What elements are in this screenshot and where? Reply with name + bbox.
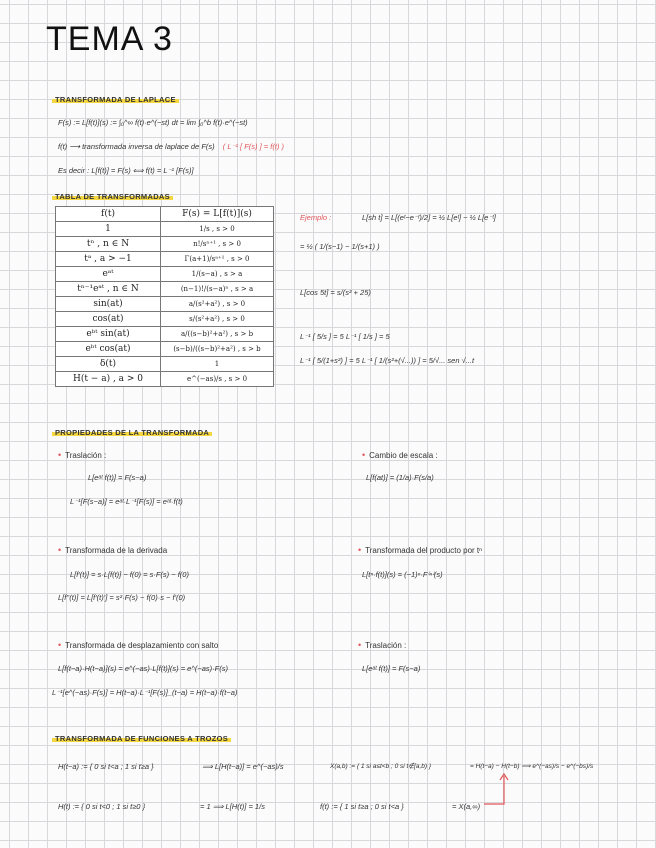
section-heading-properties: PROPIEDADES DE LA TRANSFORMADA [52,428,212,437]
prop-desplazamiento-label [58,640,218,650]
prop-escala-label-text: Cambio de escala : [369,451,438,460]
laplace-definition: F(s) := L[f(t)](s) := ∫₀^∞ f(t)·e^(−st) dt = lim ∫₀^b f(t)·e^(−st) [58,118,248,127]
inverse-definition-text: f(t) ⟶ transformada inversa de laplace de F(s) [58,142,215,151]
example-line-1: L[sh t] = L[(eᵗ−e⁻ᵗ)/2] = ½ L[eᵗ] − ½ L[e⁻ᵗ] [362,213,496,222]
bullet-icon: • [58,640,62,650]
section-heading-functions: TRANSFORMADA DE FUNCIONES A TROZOS [52,734,231,743]
table-cell: δ(t) [56,357,161,372]
es-decir-line: Es decir : L[f(t)] = F(s) ⟺ f(t) = L⁻¹ [F(s)] [58,166,194,175]
table-cell: sin(at) [56,297,161,312]
example-label: Ejemplo : [300,213,332,222]
example-line-4: L⁻¹ [ 5/s ] = 5 L⁻¹ [ 1/s ] = 5 [300,332,390,341]
example-line-3: L[cos 5t] = s/(s² + 25) [300,288,371,297]
table-cell: 1/(s−a) , s > a [161,267,274,282]
table-header: f(t) [56,207,161,222]
table-cell: cos(at) [56,312,161,327]
prop-traslacion2-label [358,640,406,650]
inverse-definition [58,142,284,151]
heaviside-transform: = 1 ⟹ L[H(t)] = 1/s [200,802,265,811]
f-piecewise-equals: = X(a,∞) [452,802,481,811]
f-piecewise-def: f(t) := { 1 si t≥a ; 0 si t<a } [320,802,404,811]
table-row [56,297,274,312]
heaviside-shift-transform: ⟹ L[H(t−a)] = e^(−as)/s [202,762,284,771]
indicator-def: X(a,b) := { 1 si a≤t<b ; 0 si t∉[a,b) } [330,763,432,770]
table-cell: tⁿ , n ∈ N [56,237,161,252]
table-cell: e^(−as)/s , s > 0 [161,372,274,387]
prop-escala-label [362,450,438,460]
table-row [56,372,274,387]
table-row [56,237,274,252]
prop-traslacion-label [58,450,106,460]
heaviside-def: H(t) := { 0 si t<0 ; 1 si t≥0 } [58,802,146,811]
prop-producto-label-text: Transformada del producto por tⁿ [365,546,483,555]
heaviside-shift-def: H(t−a) := { 0 si t<a ; 1 si t≥a } [58,762,154,771]
table-cell: eᵃᵗ [56,267,161,282]
bullet-icon: • [58,450,62,460]
table-cell: (n−1)!/(s−a)ⁿ , s > a [161,282,274,297]
prop-traslacion2-line-1: L[eᵃᵗ f(t)] = F(s−a) [362,664,421,673]
prop-producto-label [358,545,482,555]
bullet-icon: • [358,545,362,555]
section-heading-table: TABLA DE TRANSFORMADAS [52,192,173,201]
prop-escala-line-1: L[f(at)] = (1/a)·F(s/a) [366,473,434,482]
prop-producto-line-1: L[tⁿ·f(t)](s) = (−1)ⁿ·F⁽ⁿ⁾(s) [362,570,443,579]
section-heading-laplace: TRANSFORMADA DE LAPLACE [52,95,179,104]
table-row [56,282,274,297]
prop-desplazamiento-line-2: L⁻¹[e^(−as)·F(s)] = H(t−a)·L⁻¹[F(s)]_(t−a) = H(t−a)·f(t−a) [52,688,238,697]
bullet-icon: • [58,545,62,555]
table-header: F(s) = L[f(t)](s) [161,207,274,222]
arrow-icon [482,772,512,808]
table-cell: 1 [56,222,161,237]
table-cell: a/((s−b)²+a²) , s > b [161,327,274,342]
prop-traslacion-line-2: L⁻¹[F(s−a)] = eᵃᵗ·L⁻¹[F(s)] = eᵃᵗ·f(t) [70,497,183,506]
table-row [56,327,274,342]
inverse-definition-red: ( L⁻¹ [ F(s) ] = f(t) ) [222,142,284,151]
table-cell: (s−b)/((s−b)²+a²) , s > b [161,342,274,357]
table-cell: n!/sⁿ⁺¹ , s > 0 [161,237,274,252]
prop-desplazamiento-line-1: L[f(t−a)·H(t−a)](s) = e^(−as)·L[f(t)](s) = e^(−as)·F(s) [58,664,228,673]
table-row [56,312,274,327]
table-row [56,342,274,357]
prop-traslacion-line-1: L[eᵃᵗ f(t)] = F(s−a) [88,473,147,482]
table-cell: a/(s²+a²) , s > 0 [161,297,274,312]
table-row [56,222,274,237]
indicator-transform: = H(t−a) − H(t−b) ⟹ e^(−as)/s − e^(−bs)/s [470,763,594,770]
table-cell: s/(s²+a²) , s > 0 [161,312,274,327]
transform-table [55,206,274,387]
prop-derivada-label [58,545,167,555]
table-header-row [56,207,274,222]
table-cell: H(t − a) , a > 0 [56,372,161,387]
table-row [56,357,274,372]
bullet-icon: • [362,450,366,460]
table-cell: tⁿ⁻¹eᵃᵗ , n ∈ N [56,282,161,297]
prop-traslacion-label-text: Traslación : [65,451,107,460]
prop-desplazamiento-label-text: Transformada de desplazamiento con salto [65,641,219,650]
table-cell: 1/s , s > 0 [161,222,274,237]
table-cell: eᵇᵗ cos(at) [56,342,161,357]
table-row [56,267,274,282]
bullet-icon: • [358,640,362,650]
prop-derivada-line-2: L[f''(t)] = L[f'(t)'] = s²·F(s) − f(0)·s − f'(0) [58,593,186,602]
example-line-2: = ½ ( 1/(s−1) − 1/(s+1) ) [300,242,380,251]
prop-traslacion2-label-text: Traslación : [365,641,407,650]
page-title: TEMA 3 [46,20,173,58]
table-cell: 1 [161,357,274,372]
table-row [56,252,274,267]
example-line-5: L⁻¹ [ 5/(1+s²) ] = 5 L⁻¹ [ 1/(s²+(√...)) ] = 5/√... sen √...t [300,356,475,365]
prop-derivada-label-text: Transformada de la derivada [65,546,168,555]
prop-derivada-line-1: L[f'(t)] = s·L[f(t)] − f(0) = s·F(s) − f(0) [70,570,189,579]
table-cell: eᵇᵗ sin(at) [56,327,161,342]
table-cell: Γ(a+1)/sᵃ⁺¹ , s > 0 [161,252,274,267]
table-cell: tᵃ , a > −1 [56,252,161,267]
